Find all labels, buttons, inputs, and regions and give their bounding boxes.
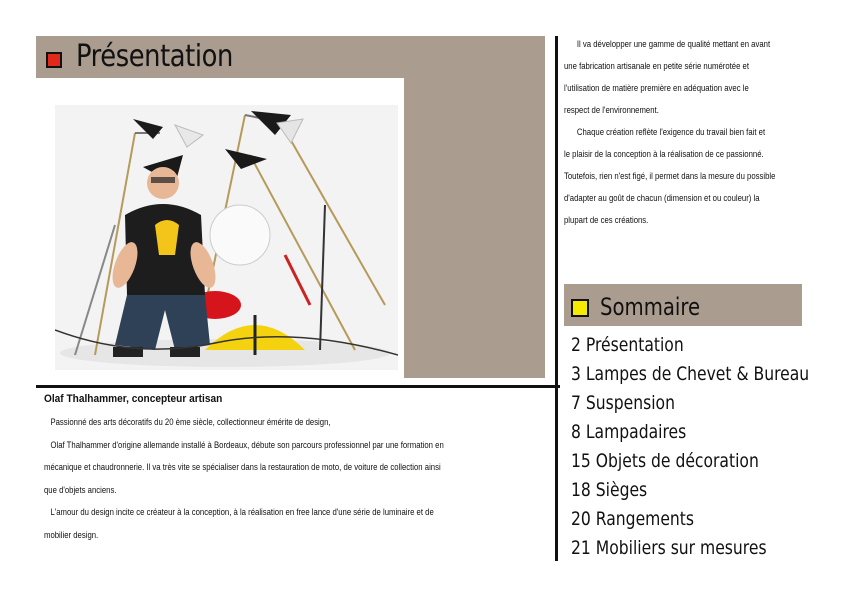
yellow-square-icon xyxy=(571,299,589,317)
toc-item[interactable]: 8 Lampadaires xyxy=(571,421,687,443)
vertical-divider xyxy=(555,36,558,561)
intro-line: d'adapter au goût de chacun (dimension et ou couleur) la xyxy=(564,193,760,203)
intro-line: respect de l'environnement. xyxy=(564,105,659,115)
designer-bio xyxy=(44,411,444,546)
intro-line: plupart de ces créations. xyxy=(564,215,649,225)
bio-line: Olaf Thalhammer d'origine allemande installé à Bordeaux, débute son parcours professionnel par une formation en xyxy=(44,439,444,450)
caption-title: Olaf Thalhammer, concepteur artisan xyxy=(44,393,223,405)
summary-title: Sommaire xyxy=(600,293,701,321)
toc-item[interactable]: 15 Objets de décoration xyxy=(571,450,759,472)
red-square-icon xyxy=(46,52,62,68)
designer-photo-illustration xyxy=(55,105,398,370)
intro-line: le plaisir de la conception à la réalisation de ce passionné. xyxy=(564,149,764,159)
intro-text xyxy=(564,33,775,231)
page-title: Présentation xyxy=(76,39,233,74)
bio-line: L'amour du design incite ce créateur à la conception, à la réalisation en free lance d'une série de luminaire et de xyxy=(44,507,434,517)
intro-line: Il va développer une gamme de qualité mettant en avant xyxy=(564,39,771,49)
toc-item[interactable]: 7 Suspension xyxy=(571,392,675,414)
toc-item[interactable]: 18 Sièges xyxy=(571,479,648,501)
bio-line: mobilier design. xyxy=(44,529,99,540)
table-of-contents xyxy=(571,331,809,563)
intro-line: Toutefois, rien n'est figé, il permet dans la mesure du possible xyxy=(564,171,776,181)
toc-item[interactable]: 21 Mobiliers sur mesures xyxy=(571,537,767,559)
bio-line: Passionné des arts décoratifs du 20 ème siècle, collectionneur émérite de design, xyxy=(44,417,331,427)
designer-photo xyxy=(55,105,398,370)
intro-line: Chaque création reflète l'exigence du travail bien fait et xyxy=(564,127,766,137)
intro-line: une fabrication artisanale en petite série numérotée et xyxy=(564,61,750,71)
horizontal-divider xyxy=(36,385,560,388)
toc-item[interactable]: 3 Lampes de Chevet & Bureau xyxy=(571,363,810,385)
photo-side-panel xyxy=(404,78,545,378)
intro-line: l'utilisation de matière première en adéquation avec le xyxy=(564,83,749,93)
bio-line: que d'objets anciens. xyxy=(44,484,117,495)
bio-line: mécanique et chaudronnerie. Il va très vite se spécialiser dans la restauration de moto, de voiture de collection ainsi xyxy=(44,462,441,472)
toc-item[interactable]: 2 Présentation xyxy=(571,334,684,356)
toc-item[interactable]: 20 Rangements xyxy=(571,508,695,530)
